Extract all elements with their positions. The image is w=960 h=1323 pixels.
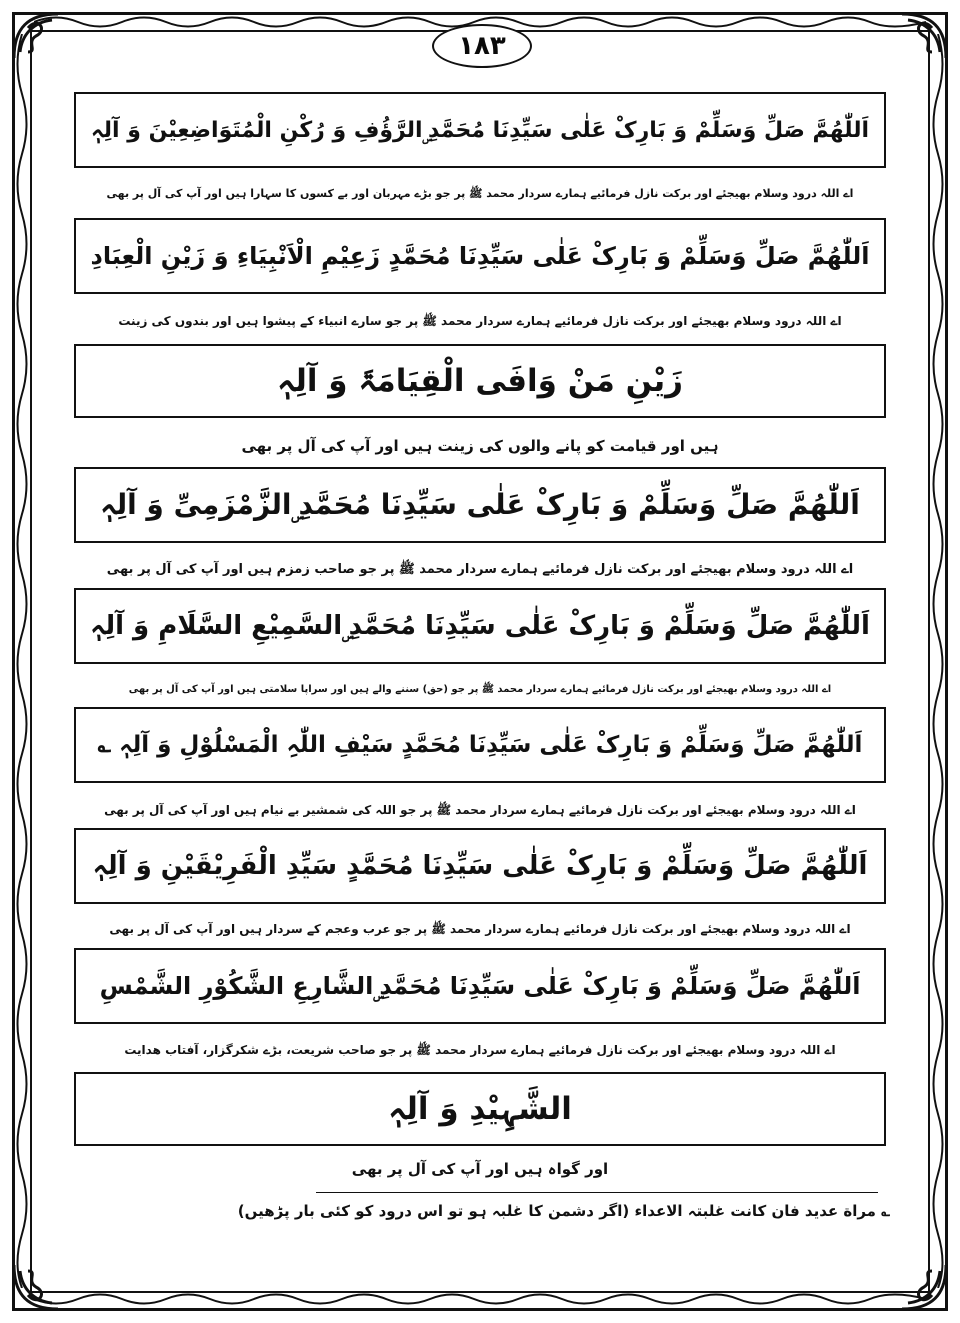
arabic-durood-box: اَللّٰھُمَّ صَلِّ وَسَلِّمْ وَ بَارِکْ عَلٰی سَیِّدِنَا مُحَمَّدِ ۣالشَّارِعِ الشَّکُوْرِ الشَّمْسِ xyxy=(74,948,886,1024)
urdu-translation: اے اللہ درود وسلام بھیجئے اور برکت نازل فرمائیے ہمارے سردار محمد ﷺ پر جو عرب وعجم کے سردار ہیں اور آپ کی آل پر بھی xyxy=(109,922,851,936)
vine-border-bottom xyxy=(34,1290,926,1308)
arabic-durood-box: زَیْنِ مَنْ وَافَی الْقِیَامَۃَ وَ آلِہٖ xyxy=(74,344,886,418)
vine-border-left xyxy=(13,34,31,1288)
corner-ornament-top-right xyxy=(896,8,952,64)
urdu-translation: اے اللہ درود وسلام بھیجئے اور برکت نازل فرمائیے ہمارے سردار محمد ﷺ پر جو اللہ کی شمشیر بے نیام ہیں اور آپ کی آل پر بھی xyxy=(104,803,856,817)
arabic-durood-box: اَللّٰھُمَّ صَلِّ وَسَلِّمْ وَ بَارِکْ عَلٰی سَیِّدِنَا مُحَمَّدٍ سَیِّدِ الْفَرِیْقَیْنِ وَ آلِہٖ xyxy=(74,828,886,904)
corner-ornament-bottom-left xyxy=(8,1259,64,1315)
corner-ornament-bottom-right xyxy=(896,1259,952,1315)
footnote-text: مراة عدید فان کانت غلبتہ الاعداء (اگر دشمن کا غلبہ ہو تو اس درود کو کئی بار پڑھیں) xyxy=(237,1202,876,1220)
urdu-translation: اے اللہ درود وسلام بھیجئے اور برکت نازل فرمائیے ہمارے سردار محمد ﷺ پر جو سارے انبیاء کے پیشوا ہیں اور بندوں کی زینت xyxy=(118,314,842,328)
page-number: ١٨٣ xyxy=(432,24,532,68)
vine-border-right xyxy=(929,34,947,1288)
urdu-translation: اے اللہ درود وسلام بھیجئے اور برکت نازل فرمائیے ہمارے سردار محمد ﷺ پر جو صاحب زمزم ہیں اور آپ کی آل پر بھی xyxy=(106,562,854,577)
urdu-translation: اے اللہ درود وسلام بھیجئے اور برکت نازل فرمائیے ہمارے سردار محمد ﷺ پر جو (حق) سننے والے ہیں اور سراپا سلامتی ہیں اور آپ کی آل پر بھی xyxy=(128,684,832,695)
arabic-durood-box: اَللّٰھُمَّ صَلِّ وَسَلِّمْ وَ بَارِکْ عَلٰی سَیِّدِنَا مُحَمَّدِ ۣالزَّمْزَمِیِّ وَ آلِہٖ xyxy=(74,467,886,543)
arabic-durood-box: اَللّٰھُمَّ صَلِّ وَسَلِّمْ وَ بَارِکْ عَلٰی سَیِّدِنَا مُحَمَّدٍ زَعِیْمِ الْاَنْبِیَاءِ وَ زَیْنِ الْعِبَادِ xyxy=(74,218,886,294)
footnote-divider xyxy=(316,1192,878,1193)
urdu-translation: اے اللہ درود وسلام بھیجئے اور برکت نازل فرمائیے ہمارے سردار محمد ﷺ پر جو صاحب شریعت، بڑے شکرگزار، آفتاب ھدایت xyxy=(124,1043,836,1057)
arabic-durood-box: اَللّٰھُمَّ صَلِّ وَسَلِّمْ وَ بَارِکْ عَلٰی سَیِّدِنَا مُحَمَّدِ ۣالرَّؤُفِ وَ رُکْنِ الْمُتَوَاضِعِیْنَ وَ آلِہٖ xyxy=(74,92,886,168)
urdu-translation: ہیں اور قیامت کو پانے والوں کی زینت ہیں اور آپ کی آل پر بھی xyxy=(241,437,719,455)
urdu-translation: اور گواہ ہیں اور آپ کی آل پر بھی xyxy=(351,1160,609,1178)
corner-ornament-top-left xyxy=(8,8,64,64)
arabic-durood-box: اَللّٰھُمَّ صَلِّ وَسَلِّمْ وَ بَارِکْ عَلٰی سَیِّدِنَا مُحَمَّدِ ۣالسَّمِیْعِ السَّلَامِ وَ آلِہٖ xyxy=(74,588,886,664)
arabic-durood-box: اَللّٰھُمَّ صَلِّ وَسَلِّمْ وَ بَارِکْ عَلٰی سَیِّدِنَا مُحَمَّدٍ سَیْفِ اللّٰہِ الْمَسْلُوْلِ وَ آلِہٖ ؎ xyxy=(74,707,886,783)
footnote xyxy=(237,1202,890,1220)
urdu-translation: اے اللہ درود وسلام بھیجئے اور برکت نازل فرمائیے ہمارے سردار محمد ﷺ پر جو بڑے مہربان اور بے کسوں کا سہارا ہیں اور آپ کی آل پر بھی xyxy=(106,187,854,200)
footnote-marker: ؎ xyxy=(881,1202,890,1220)
arabic-durood-box: الشَّہِیْدِ وَ آلِہٖ xyxy=(74,1072,886,1146)
